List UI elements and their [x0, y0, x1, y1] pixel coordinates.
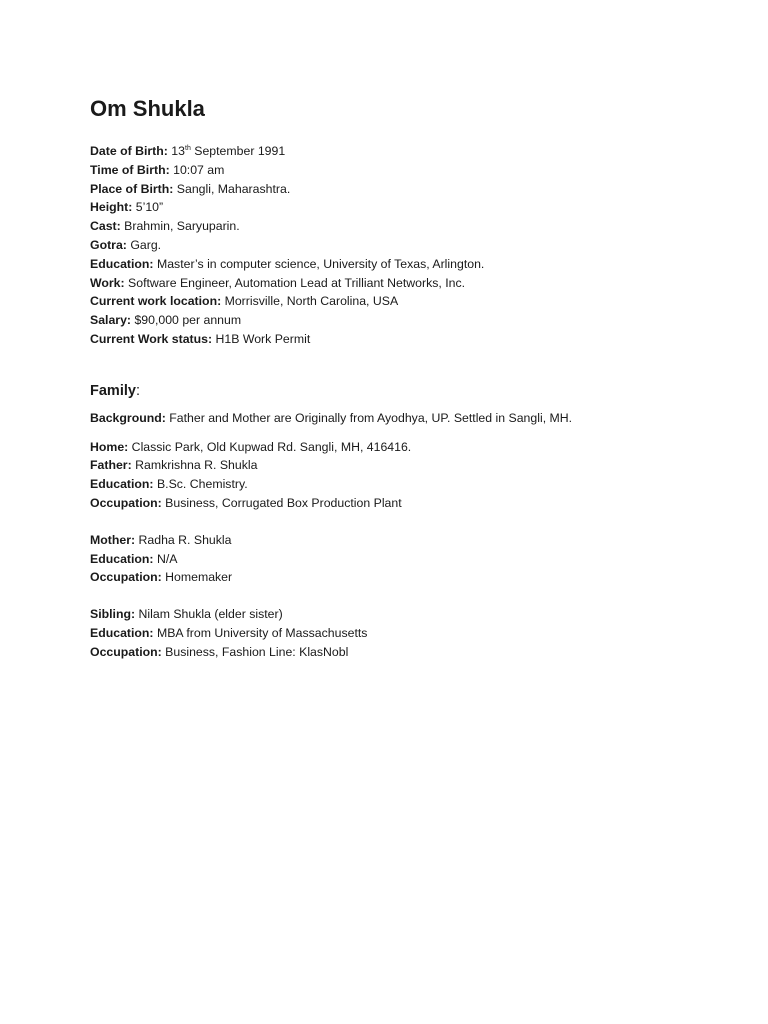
field-label: Father:	[90, 458, 132, 473]
field-value-continued: September 1991	[190, 144, 286, 158]
work-location-line	[90, 292, 730, 311]
ordinal-suffix: th	[185, 144, 191, 152]
field-value: Sangli, Maharashtra.	[173, 181, 291, 196]
personal-details	[90, 142, 730, 349]
field-value: 5’10”	[132, 200, 164, 215]
place-of-birth-line	[90, 180, 730, 199]
field-value: B.Sc. Chemistry.	[153, 477, 248, 492]
sibling-education-line	[90, 624, 730, 643]
field-label: Current work location:	[90, 294, 222, 309]
family-heading	[90, 381, 730, 401]
height-line	[90, 198, 730, 217]
education-line	[90, 255, 730, 274]
field-label: Occupation:	[90, 570, 162, 585]
mother-details	[90, 531, 730, 587]
sibling-line	[90, 605, 730, 624]
field-value: 10:07 am	[169, 162, 225, 177]
field-label: Sibling:	[90, 607, 136, 622]
date-of-birth-line	[90, 142, 730, 161]
field-value: Brahmin, Saryuparin.	[120, 219, 240, 234]
background-line	[90, 409, 730, 428]
field-label: Cast:	[90, 219, 121, 234]
mother-education-line	[90, 550, 730, 569]
field-label: Date of Birth:	[90, 144, 168, 158]
field-label: Education:	[90, 256, 154, 271]
cast-line	[90, 217, 730, 236]
spacer	[90, 587, 730, 605]
field-label: Education:	[90, 477, 154, 492]
field-value: Master’s in computer science, University of Texas, Arlington.	[153, 256, 485, 271]
field-value: 13	[167, 144, 185, 158]
field-value: Garg.	[126, 237, 162, 252]
field-value: Father and Mother are Originally from Ayodhya, UP. Settled in Sangli, MH.	[165, 410, 573, 425]
field-label: Place of Birth:	[90, 181, 174, 196]
field-value: N/A	[153, 551, 178, 566]
family-heading-colon: :	[135, 382, 140, 399]
document-page	[90, 92, 730, 662]
home-line	[90, 438, 730, 457]
field-label: Home:	[90, 439, 129, 454]
sibling-details	[90, 605, 730, 661]
mother-line	[90, 531, 730, 550]
field-value: Radha R. Shukla	[135, 532, 232, 547]
field-value: Business, Corrugated Box Production Plant	[161, 495, 402, 510]
time-of-birth-line	[90, 161, 730, 180]
field-value: Classic Park, Old Kupwad Rd. Sangli, MH, 416416.	[128, 439, 412, 454]
field-label: Work:	[90, 275, 125, 290]
gotra-line	[90, 236, 730, 255]
field-label: Occupation:	[90, 644, 162, 659]
spacer	[90, 513, 730, 531]
spacer	[90, 428, 730, 438]
work-status-line	[90, 330, 730, 349]
father-details	[90, 438, 730, 513]
field-value: Ramkrishna R. Shukla	[131, 458, 258, 473]
mother-occupation-line	[90, 568, 730, 587]
father-occupation-line	[90, 494, 730, 513]
field-value: Software Engineer, Automation Lead at Trilliant Networks, Inc.	[124, 275, 466, 290]
field-label: Time of Birth:	[90, 162, 170, 177]
salary-line	[90, 311, 730, 330]
field-value: Business, Fashion Line: KlasNobl	[161, 644, 349, 659]
field-value: Morrisville, North Carolina, USA	[221, 294, 399, 309]
field-value: $90,000 per annum	[131, 313, 242, 328]
field-value: MBA from University of Massachusetts	[153, 625, 368, 640]
document-title: Om Shukla	[90, 96, 205, 121]
field-label: Mother:	[90, 532, 136, 547]
work-line	[90, 274, 730, 293]
field-label: Education:	[90, 551, 154, 566]
field-label: Education:	[90, 625, 154, 640]
field-value: Nilam Shukla (elder sister)	[135, 607, 283, 622]
sibling-occupation-line	[90, 643, 730, 662]
field-label: Gotra:	[90, 237, 127, 252]
field-label: Current Work status:	[90, 331, 213, 346]
field-label: Background:	[90, 410, 166, 425]
father-line	[90, 456, 730, 475]
family-heading-label: Family	[90, 382, 136, 399]
field-label: Salary:	[90, 313, 132, 328]
field-value: Homemaker	[161, 570, 233, 585]
field-label: Height:	[90, 200, 133, 215]
father-education-line	[90, 475, 730, 494]
field-label: Occupation:	[90, 495, 162, 510]
field-value: H1B Work Permit	[212, 331, 311, 346]
